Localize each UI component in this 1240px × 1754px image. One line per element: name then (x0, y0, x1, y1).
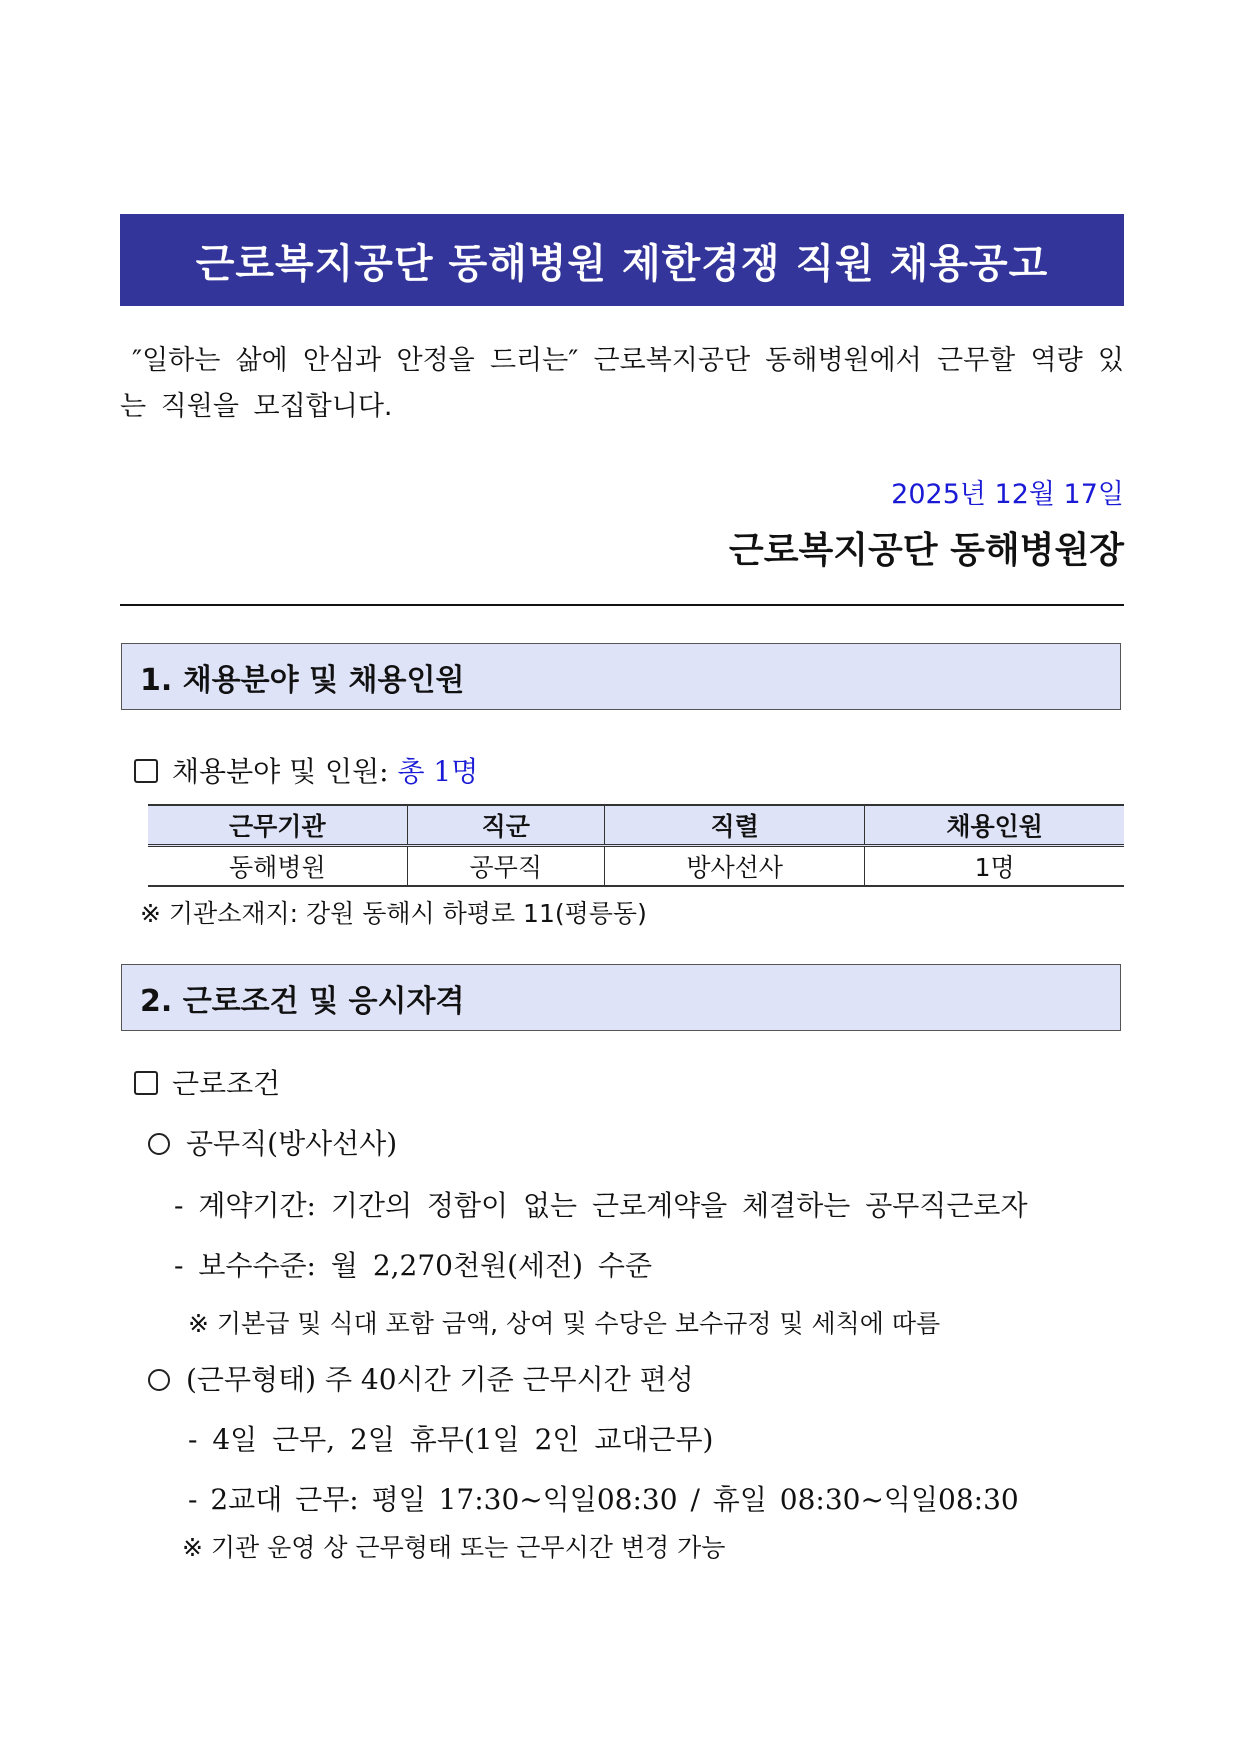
sub2-label (148, 1358, 694, 1398)
table-row (148, 846, 1124, 887)
section1-heading: 1. 채용분야 및 채용인원 (121, 643, 1121, 710)
circle-bullet-icon (148, 1133, 170, 1155)
table-cell: 방사선사 (604, 846, 864, 887)
table-cell: 동해병원 (148, 846, 407, 887)
table-header-cell: 직군 (407, 805, 604, 846)
page-title: 근로복지공단 동해병원 제한경쟁 직원 채용공고 (120, 214, 1124, 306)
salary-line: - 보수수준: 월 2,270천원(세전) 수준 (174, 1249, 653, 1282)
shift-hours-line: - 2교대 근무: 평일 17:30~익일08:30 / 휴일 08:30~익일08:30 (188, 1483, 1019, 1516)
divider (120, 604, 1124, 606)
salary-note: ※ 기본급 및 식대 포함 금액, 상여 및 수당은 보수규정 및 세칙에 따름 (188, 1309, 941, 1338)
section1-item (134, 750, 478, 790)
sub1-label-text: 공무직(방사선사) (186, 1127, 398, 1160)
location-note: ※ 기관소재지: 강원 동해시 하평로 11(평릉동) (140, 899, 647, 928)
table-header-cell: 직렬 (604, 805, 864, 846)
shift-pattern-line: - 4일 근무, 2일 휴무(1일 2인 교대근무) (188, 1423, 714, 1456)
checkbox-square-icon (134, 1071, 158, 1095)
circle-bullet-icon (148, 1369, 170, 1391)
section2-heading: 2. 근로조건 및 응시자격 (121, 964, 1121, 1031)
hiring-table (148, 804, 1124, 887)
table-header-row (148, 805, 1124, 846)
contract-period-line: - 계약기간: 기간의 정함이 없는 근로계약을 체결하는 공무직근로자 (174, 1189, 1028, 1222)
table-cell: 1명 (865, 846, 1124, 887)
section2-item (134, 1062, 280, 1102)
checkbox-square-icon (134, 759, 158, 783)
issuer-name: 근로복지공단 동해병원장 (728, 530, 1124, 571)
table-header-cell: 채용인원 (865, 805, 1124, 846)
table-cell: 공무직 (407, 846, 604, 887)
intro-body: ″일하는 삶에 안심과 안정을 드리는″ 근로복지공단 동해병원에서 근무할 역량 있는 직원을 모집합니다. (120, 345, 1124, 422)
section2-item-label: 근로조건 (172, 1067, 281, 1100)
sub2-label-text: (근무형태) 주 40시간 기준 근무시간 편성 (186, 1363, 694, 1396)
schedule-note: ※ 기관 운영 상 근무형태 또는 근무시간 변경 가능 (182, 1533, 726, 1562)
section1-item-value: 총 1명 (397, 755, 479, 788)
intro-text (120, 338, 1124, 430)
table-header-cell: 근무기관 (148, 805, 407, 846)
section1-item-label: 채용분야 및 인원: (172, 755, 389, 788)
announcement-date: 2025년 12월 17일 (891, 479, 1124, 510)
sub1-label (148, 1122, 397, 1162)
